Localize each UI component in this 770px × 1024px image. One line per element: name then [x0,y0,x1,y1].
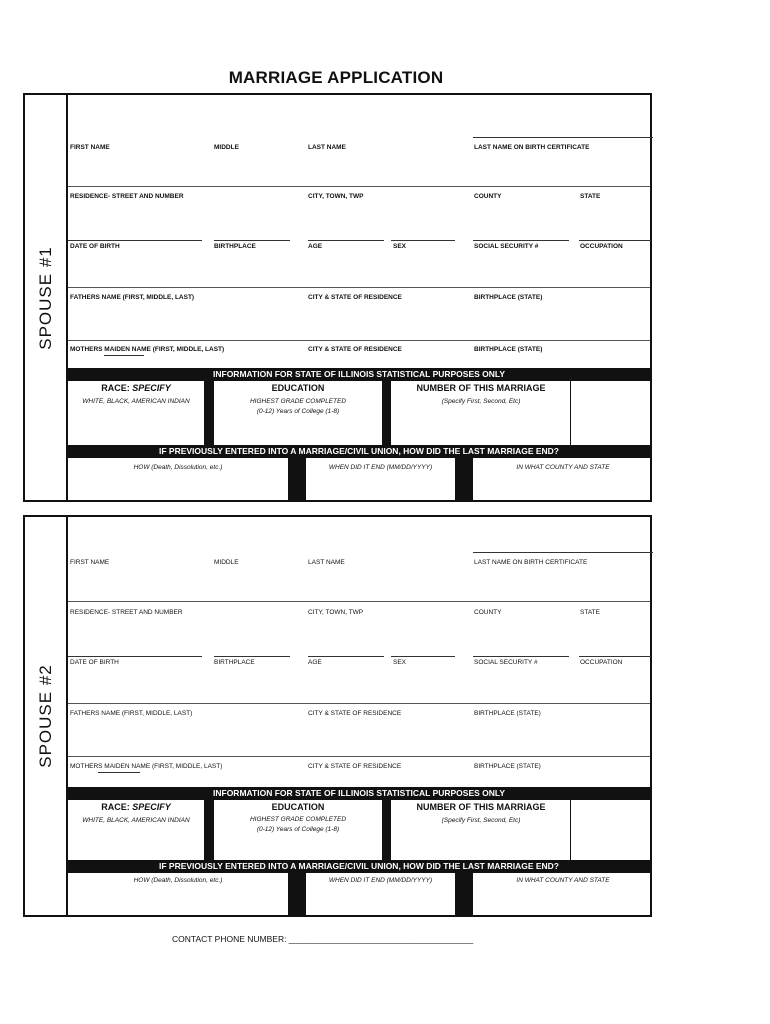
row-divider [68,703,650,704]
sex-label: SEX [393,659,407,666]
ssn-label: SOCIAL SECURITY # [474,243,539,250]
underline [104,355,144,356]
spouse-2-section [23,515,652,917]
grade-range-label: (0-12) Years of College (1-8) [256,408,340,415]
marriage-number-hint: (Specify First, Second, Etc) [441,817,521,824]
father-birthplace-label: BIRTHPLACE (STATE) [474,710,541,717]
first-name-label: FIRST NAME [70,144,110,151]
city-label: CITY, TOWN, TWP [308,609,364,616]
mothers-name-label: MOTHERS MAIDEN NAME (FIRST, MIDDLE, LAST) [70,763,223,770]
race-options: WHITE, BLACK, AMERICAN INDIAN [82,398,190,405]
first-name-label: FIRST NAME [70,559,110,566]
father-birthplace-label: BIRTHPLACE (STATE) [474,294,543,301]
father-residence-label: CITY & STATE OF RESIDENCE [308,710,402,717]
occupation-label: OCCUPATION [580,659,623,666]
education-heading: EDUCATION [271,383,325,393]
mother-residence-label: CITY & STATE OF RESIDENCE [308,346,402,353]
underline [579,240,651,241]
black-column [382,800,391,860]
row-divider [68,601,650,602]
column-divider [570,381,571,445]
previous-marriage-banner: IF PREVIOUSLY ENTERED INTO A MARRIAGE/CIVIL UNION, HOW DID THE LAST MARRIAGE END? [68,445,650,458]
underline [68,240,202,241]
column-divider [570,800,571,860]
birth-last-name-label: LAST NAME ON BIRTH CERTIFICATE [474,144,590,151]
race-heading [68,383,204,393]
mother-birthplace-label: BIRTHPLACE (STATE) [474,346,543,353]
when-ended-label: WHEN DID IT END (MM/DD/YYYY) [328,877,433,884]
previous-marriage-banner: IF PREVIOUSLY ENTERED INTO A MARRIAGE/CIVIL UNION, HOW DID THE LAST MARRIAGE END? [68,860,650,873]
marriage-number-heading: NUMBER OF THIS MARRIAGE [416,802,546,812]
statistics-banner: INFORMATION FOR STATE OF ILLINOIS STATISTICAL PURPOSES ONLY [68,368,650,381]
spouse-2-fields [68,517,650,915]
mothers-name-label: MOTHERS MAIDEN NAME (FIRST, MIDDLE, LAST) [70,346,225,353]
row-divider [68,340,650,341]
underline [214,656,290,657]
black-column [455,873,473,917]
where-ended-label: IN WHAT COUNTY AND STATE [516,464,610,471]
row-divider [68,756,650,757]
spouse-2-side-column [25,517,68,915]
marriage-number-hint: (Specify First, Second, Etc) [441,398,521,405]
dob-label: DATE OF BIRTH [70,659,119,666]
age-label: AGE [308,243,323,250]
residence-label: RESIDENCE- STREET AND NUMBER [70,193,184,200]
when-ended-label: WHEN DID IT END (MM/DD/YYYY) [328,464,433,471]
spouse-1-side-column [25,95,68,500]
underline [308,656,384,657]
statistics-banner: INFORMATION FOR STATE OF ILLINOIS STATISTICAL PURPOSES ONLY [68,787,650,800]
spouse-1-fields [68,95,650,500]
birth-last-name-label: LAST NAME ON BIRTH CERTIFICATE [474,559,588,566]
last-name-label: LAST NAME [308,144,346,151]
how-ended-label: HOW (Death, Dissolution, etc.) [133,877,223,884]
underline [214,240,290,241]
underline [308,240,384,241]
city-label: CITY, TOWN, TWP [308,193,364,200]
age-label: AGE [308,659,322,666]
last-name-label: LAST NAME [308,559,345,566]
fathers-name-label: FATHERS NAME (FIRST, MIDDLE, LAST) [70,710,193,717]
spouse-2-label: SPOUSE #2 [36,664,55,768]
race-label: RACE: [101,383,130,393]
mother-residence-label: CITY & STATE OF RESIDENCE [308,763,402,770]
black-column [288,458,306,502]
sex-label: SEX [393,243,407,250]
marriage-number-heading: NUMBER OF THIS MARRIAGE [416,383,546,393]
black-column [204,381,214,445]
where-ended-label: IN WHAT COUNTY AND STATE [516,877,610,884]
race-specify: SPECIFY [132,802,171,812]
underline [68,656,202,657]
dob-label: DATE OF BIRTH [70,243,120,250]
row-divider [68,287,650,288]
highest-grade-label: HIGHEST GRADE COMPLETED [249,398,347,405]
ssn-label: SOCIAL SECURITY # [474,659,538,666]
race-label: RACE: [101,802,130,812]
grade-range-label: (0-12) Years of College (1-8) [256,826,340,833]
spouse-1-label: SPOUSE #1 [36,245,55,350]
underline [473,656,569,657]
state-label: STATE [580,609,600,616]
black-column [204,800,214,860]
middle-name-label: MIDDLE [214,144,239,151]
contact-phone-field[interactable]: CONTACT PHONE NUMBER: _______________________________________ [172,934,474,944]
county-label: COUNTY [474,193,502,200]
state-label: STATE [580,193,601,200]
fathers-name-label: FATHERS NAME (FIRST, MIDDLE, LAST) [70,294,195,301]
row-divider [68,186,650,187]
middle-name-label: MIDDLE [214,559,239,566]
black-column [288,873,306,917]
occupation-label: OCCUPATION [580,243,623,250]
father-residence-label: CITY & STATE OF RESIDENCE [308,294,402,301]
black-column [455,458,473,502]
birthplace-label: BIRTHPLACE [214,659,255,666]
mother-birthplace-label: BIRTHPLACE (STATE) [474,763,541,770]
how-ended-label: HOW (Death, Dissolution, etc.) [133,464,223,471]
race-options: WHITE, BLACK, AMERICAN INDIAN [82,817,190,824]
underline [473,552,653,553]
race-specify: SPECIFY [132,383,171,393]
underline [391,656,455,657]
page-title: MARRIAGE APPLICATION [228,68,444,87]
underline [579,656,651,657]
underline [473,137,653,138]
residence-label: RESIDENCE- STREET AND NUMBER [70,609,183,616]
education-heading: EDUCATION [271,802,325,812]
underline [473,240,569,241]
underline [391,240,455,241]
highest-grade-label: HIGHEST GRADE COMPLETED [249,816,347,823]
race-heading [68,802,204,812]
black-column [382,381,391,445]
county-label: COUNTY [474,609,502,616]
spouse-1-section [23,93,652,502]
birthplace-label: BIRTHPLACE [214,243,256,250]
underline [98,772,140,773]
